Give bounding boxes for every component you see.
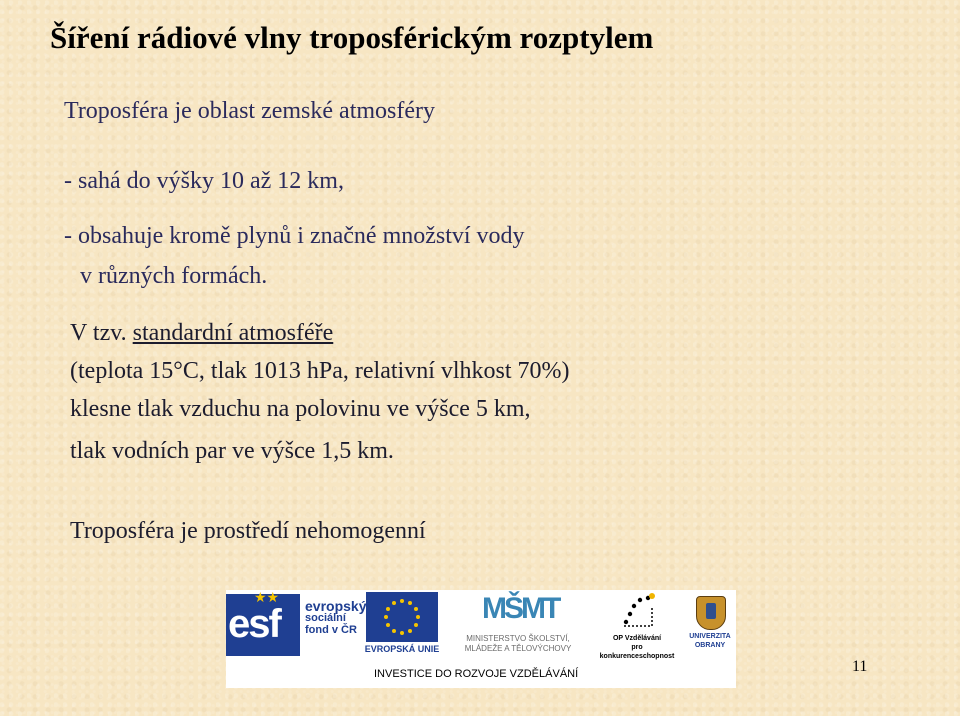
eu-label: EVROPSKÁ UNIE xyxy=(364,644,440,654)
intro-line: Troposféra je oblast zemské atmosféry xyxy=(64,98,436,124)
op-text xyxy=(594,634,680,661)
eu-logo xyxy=(364,590,440,660)
op-dots-icon xyxy=(618,592,658,630)
op-line1: OP Vzdělávání xyxy=(612,635,662,642)
logo-strip xyxy=(226,590,736,688)
msmt-logo xyxy=(448,590,588,660)
pressure-line: klesne tlak vzduchu na polovinu ve výšce 5 km, xyxy=(70,396,531,422)
op-line2: pro konkurenceschopnost xyxy=(599,644,675,660)
eu-flag-icon xyxy=(366,592,438,642)
esf-stars-icon: ★★ xyxy=(254,591,280,606)
standard-atmosphere-link: standardní atmosféře xyxy=(132,320,334,346)
esf-line1: evropský xyxy=(305,598,367,614)
inhomogeneous-line: Troposféra je prostředí nehomogenní xyxy=(70,518,426,544)
investice-banner xyxy=(226,662,736,688)
unob-text xyxy=(684,632,736,650)
slide-title: Šíření rádiové vlny troposférickým rozptylem xyxy=(50,20,654,55)
bullet-water-continuation: v různých formách. xyxy=(80,263,268,289)
esf-logo xyxy=(226,590,367,660)
standard-atmosphere-line xyxy=(70,318,333,348)
msmt-line1: MINISTERSTVO ŠKOLSTVÍ, xyxy=(466,634,570,643)
eu-stars-icon xyxy=(366,592,438,642)
vapor-line: tlak vodních par ve výšce 1,5 km. xyxy=(70,438,394,464)
unob-crest-icon xyxy=(696,596,726,630)
esf-line2: sociální xyxy=(305,612,346,624)
standard-prefix: V tzv. xyxy=(70,320,133,346)
msmt-line2: MLÁDEŽE A TĚLOVÝCHOVY xyxy=(464,644,572,653)
esf-letters: esf xyxy=(228,602,280,646)
unob-line2: OBRANY xyxy=(694,642,726,649)
unob-logo xyxy=(684,590,736,660)
investice-text: INVESTICE DO ROZVOJE VZDĚLÁVÁNÍ xyxy=(374,668,579,680)
page-number: 11 xyxy=(852,658,868,675)
bullet-water: - obsahuje kromě plynů i značné množství vody xyxy=(64,223,525,249)
esf-text xyxy=(305,600,366,636)
bullet-height: - sahá do výšky 10 až 12 km, xyxy=(64,168,344,194)
conditions-line: (teplota 15°C, tlak 1013 hPa, relativní vlhkost 70%) xyxy=(70,358,570,384)
op-logo xyxy=(594,590,680,660)
esf-line3: fond v ČR xyxy=(305,624,357,636)
logo-row xyxy=(226,590,736,660)
msmt-text xyxy=(450,634,586,654)
msmt-mark: MŠMT xyxy=(482,592,559,625)
unob-line1: UNIVERZITA xyxy=(689,633,731,640)
